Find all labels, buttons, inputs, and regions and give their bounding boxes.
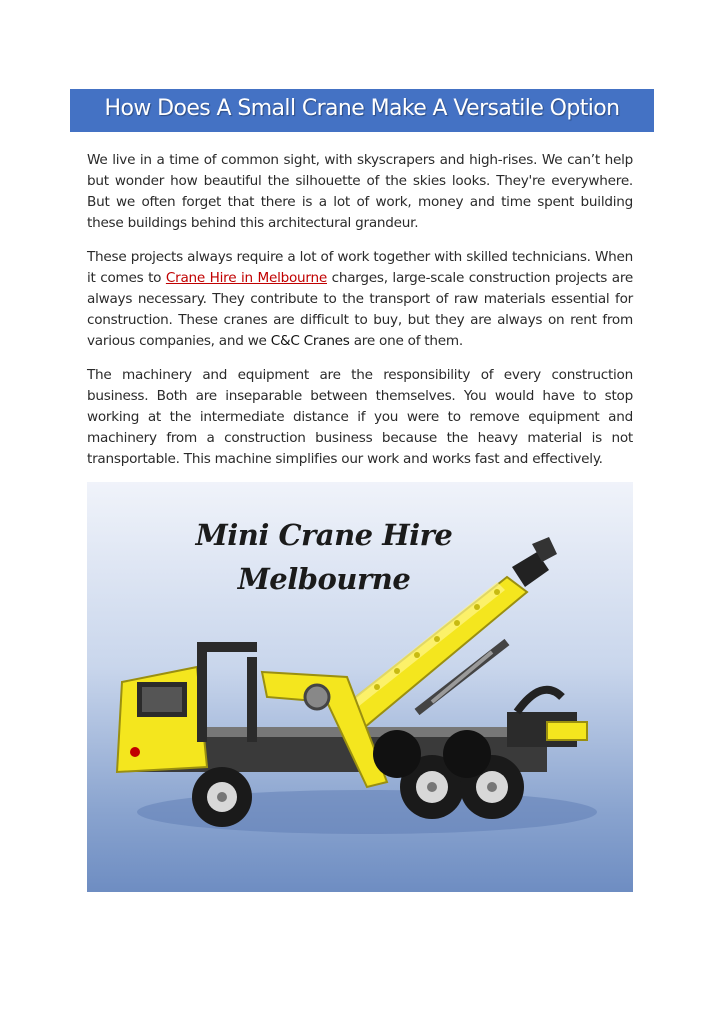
photo-caption-line2: Melbourne — [237, 562, 411, 596]
paragraph-projects-text-3: are one of them. — [349, 333, 463, 349]
crane-hire-melbourne-link[interactable]: Crane Hire in Melbourne — [165, 270, 327, 286]
page-title: How Does A Small Crane Make A Versatile Option — [104, 96, 620, 121]
paragraph-intro: We live in a time of common sight, with skyscrapers and high-rises. We can’t help but wonder how beautiful the silhouette of the skies looks. They're everywhere. But we often forget that there is a lot of work, money and time spent building these buildings behind this architectural grandeur. — [87, 152, 633, 231]
paragraph-projects-text-1: These projects always require a lot of work together with skilled technicians. When it comes to — [87, 249, 633, 286]
lego-crane-illustration — [87, 482, 633, 892]
cc-cranes-brand: C&C Cranes — [270, 333, 350, 349]
paragraph-projects — [87, 247, 633, 352]
paragraph-projects-text-2: charges, large-scale construction projects are always necessary. They contribute to the transport of raw materials essential for construction. These cranes are difficult to buy, but they are always on rent from various companies, and we — [87, 270, 634, 349]
title-banner — [70, 89, 654, 132]
crane-photo — [87, 482, 633, 892]
paragraph-machinery: The machinery and equipment are the responsibility of every construction business. Both are inseparable between themselves. You would have to stop working at the intermediate distance if you were to remove equipment and machinery from a construction business because the heavy material is not transportable. This machine simplifies our work and works fast and effectively. — [87, 367, 633, 467]
photo-caption-line1: Mini Crane Hire — [195, 518, 453, 552]
crane-chassis — [117, 642, 587, 787]
